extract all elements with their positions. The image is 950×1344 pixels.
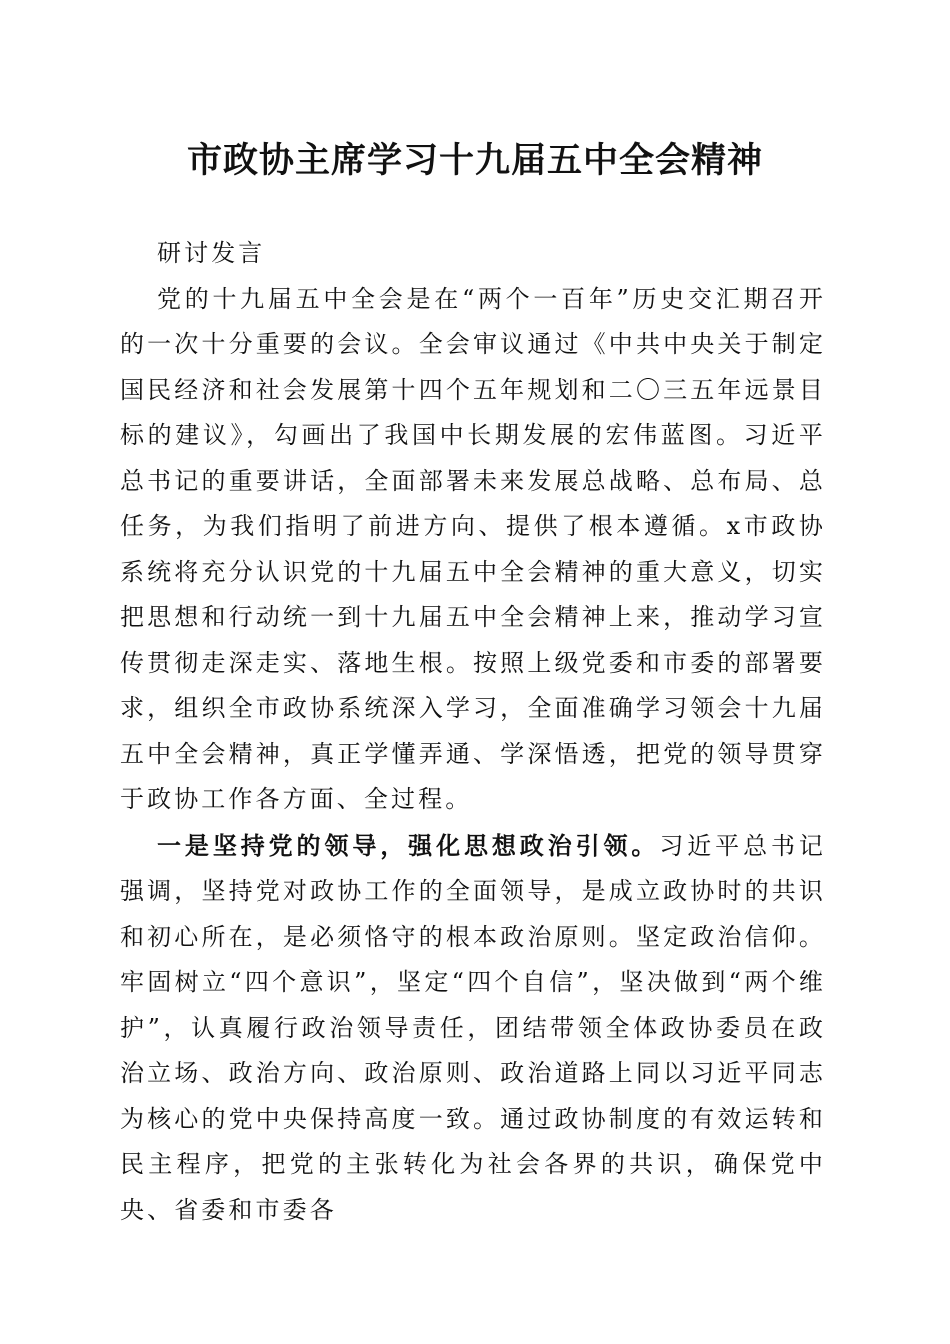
paragraph-point-one bbox=[120, 823, 826, 1234]
document-subtitle: 研讨发言 bbox=[157, 239, 266, 267]
paragraph-point-one-text: 习近平总书记强调，坚持党对政协工作的全面领导，是成立政协时的共识和初心所在，是必须恪守的根本政治原则。坚定政治信仰。牢固树立“四个意识”，坚定“四个自信”，坚决做到“两个维护”，认真履行政治领导责任，团结带领全体政协委员在政治立场、政治方向、政治原则、政治道路上同以习近平同志为核心的党中央保持高度一致。通过政协制度的有效运转和民主程序，把党的主张转化为社会各界的共识，确保党中央、省委和市委各 bbox=[120, 831, 826, 1224]
document-body bbox=[120, 231, 826, 1233]
paragraph-intro bbox=[120, 277, 826, 823]
paragraph-point-one-heading: 一是坚持党的领导，强化思想政治引领。 bbox=[157, 830, 660, 860]
document-title: 市政协主席学习十九届五中全会精神 bbox=[186, 140, 763, 181]
paragraph-intro-text: 党的十九届五中全会是在“两个一百年”历史交汇期召开的一次十分重要的会议。全会审议通过《中共中央关于制定国民经济和社会发展第十四个五年规划和二〇三五年远景目标的建议》，勾画出了我国中长期发展的宏伟蓝图。习近平总书记的重要讲话，全面部署未来发展总战略、总布局、总任务，为我们指明了前进方向、提供了根本遵循。x市政协系统将充分认识党的十九届五中全会精神的重大意义，切实把思想和行动统一到十九届五中全会精神上来，推动学习宣传贯彻走深走实、落地生根。按照上级党委和市委的部署要求，组织全市政协系统深入学习，全面准确学习领会十九届五中全会精神，真正学懂弄通、学深悟透，把党的领导贯穿于政协工作各方面、全过程。 bbox=[120, 284, 826, 813]
